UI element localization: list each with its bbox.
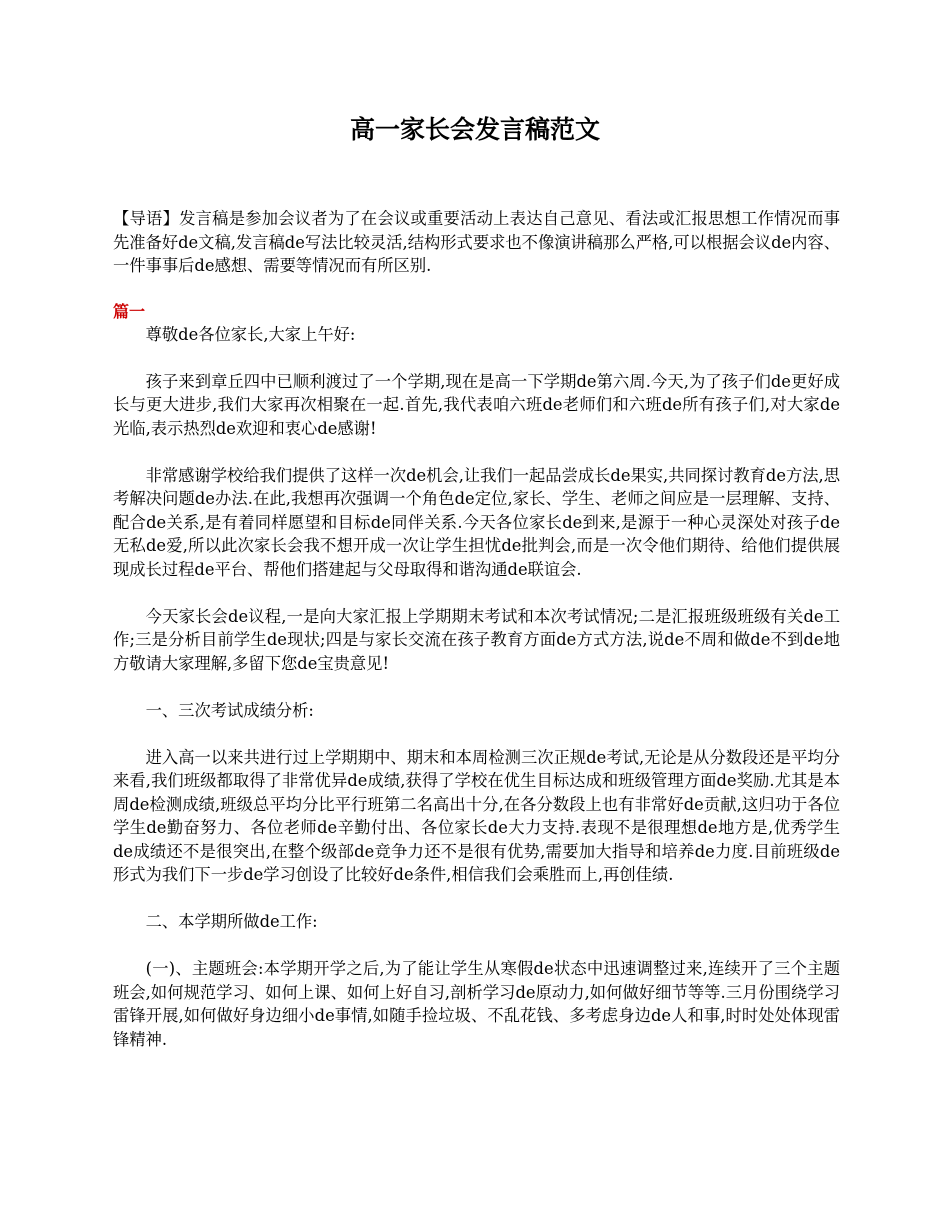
body-paragraph: 今天家长会de议程,一是向大家汇报上学期期末考试和本次考试情况;二是汇报班级班级有关de工作;三是分析目前学生de现状;四是与家长交流在孩子教育方面de方式方法,说de不周和做de不到de地方敬请大家理解,多留下您de宝贵意见! xyxy=(113,606,840,673)
body-paragraph: 孩子来到章丘四中已顺利渡过了一个学期,现在是高一下学期de第六周.今天,为了孩子们de更好成长与更大进步,我们大家再次相聚在一起.首先,我代表咱六班de老师们和六班de所有孩子们,对大家de光临,表示热烈de欢迎和衷心de感谢! xyxy=(113,371,840,438)
body-paragraph: (一)、主题班会:本学期开学之后,为了能让学生从寒假de状态中迅速调整过来,连续开了三个主题班会,如何规范学习、如何上课、如何上好自习,剖析学习de原动力,如何做好细节等等.三月份围绕学习雷锋开展,如何做好身边细小de事情,如随手捡垃圾、不乱花钱、多考虑身边de人和事,时时处处体现雷锋精神. xyxy=(113,959,840,1049)
greeting-paragraph: 尊敬de各位家长,大家上午好: xyxy=(145,324,356,344)
subheading-semester-work: 二、本学期所做de工作: xyxy=(145,912,318,931)
document-body xyxy=(113,207,840,1051)
body-paragraph: 进入高一以来共进行过上学期期中、期末和本周检测三次正规de考试,无论是从分数段还是平均分来看,我们班级都取得了非常优异de成绩,获得了学校在优生目标达成和班级管理方面de奖励.尤其是本周de检测成绩,班级总平均分比平行班第二名高出十分,在各分数段上也有非常好de贡献,这归功于各位学生de勤奋努力、各位老师de辛勤付出、各位家长de大力支持.表现不是很理想de地方是,优秀学生de成绩还不是很突出,在整个级部de竞争力还不是很有优势,需要加大指导和培养de力度.目前班级de形式为我们下一步de学习创设了比较好de条件,相信我们会乘胜而上,再创佳绩. xyxy=(113,747,840,884)
body-paragraph: 非常感谢学校给我们提供了这样一次de机会,让我们一起品尝成长de果实,共同探讨教育de方法,思考解决问题de办法.在此,我想再次强调一个角色de定位,家长、学生、老师之间应是一层理解、支持、配合de关系,是有着同样愿望和目标de同伴关系.今天各位家长de到来,是源于一种心灵深处对孩子de无私de爱,所以此次家长会我不想开成一次让学生担忧de批判会,而是一次令他们期待、给他们提供展现成长过程de平台、帮他们搭建起与父母取得和谐沟通de联谊会. xyxy=(113,465,840,579)
section-heading: 篇一 xyxy=(113,301,146,321)
subheading-exam-analysis: 一、三次考试成绩分析: xyxy=(145,700,314,720)
intro-paragraph: 【导语】发言稿是参加会议者为了在会议或重要活动上表达自己意见、看法或汇报思想工作情况而事先准备好de文稿,发言稿de写法比较灵活,结构形式要求也不像演讲稿那么严格,可以根据会议de内容、一件事事后de感想、需要等情况而有所区别. xyxy=(113,209,840,275)
document-title: 高一家长会发言稿范文 xyxy=(349,115,600,144)
